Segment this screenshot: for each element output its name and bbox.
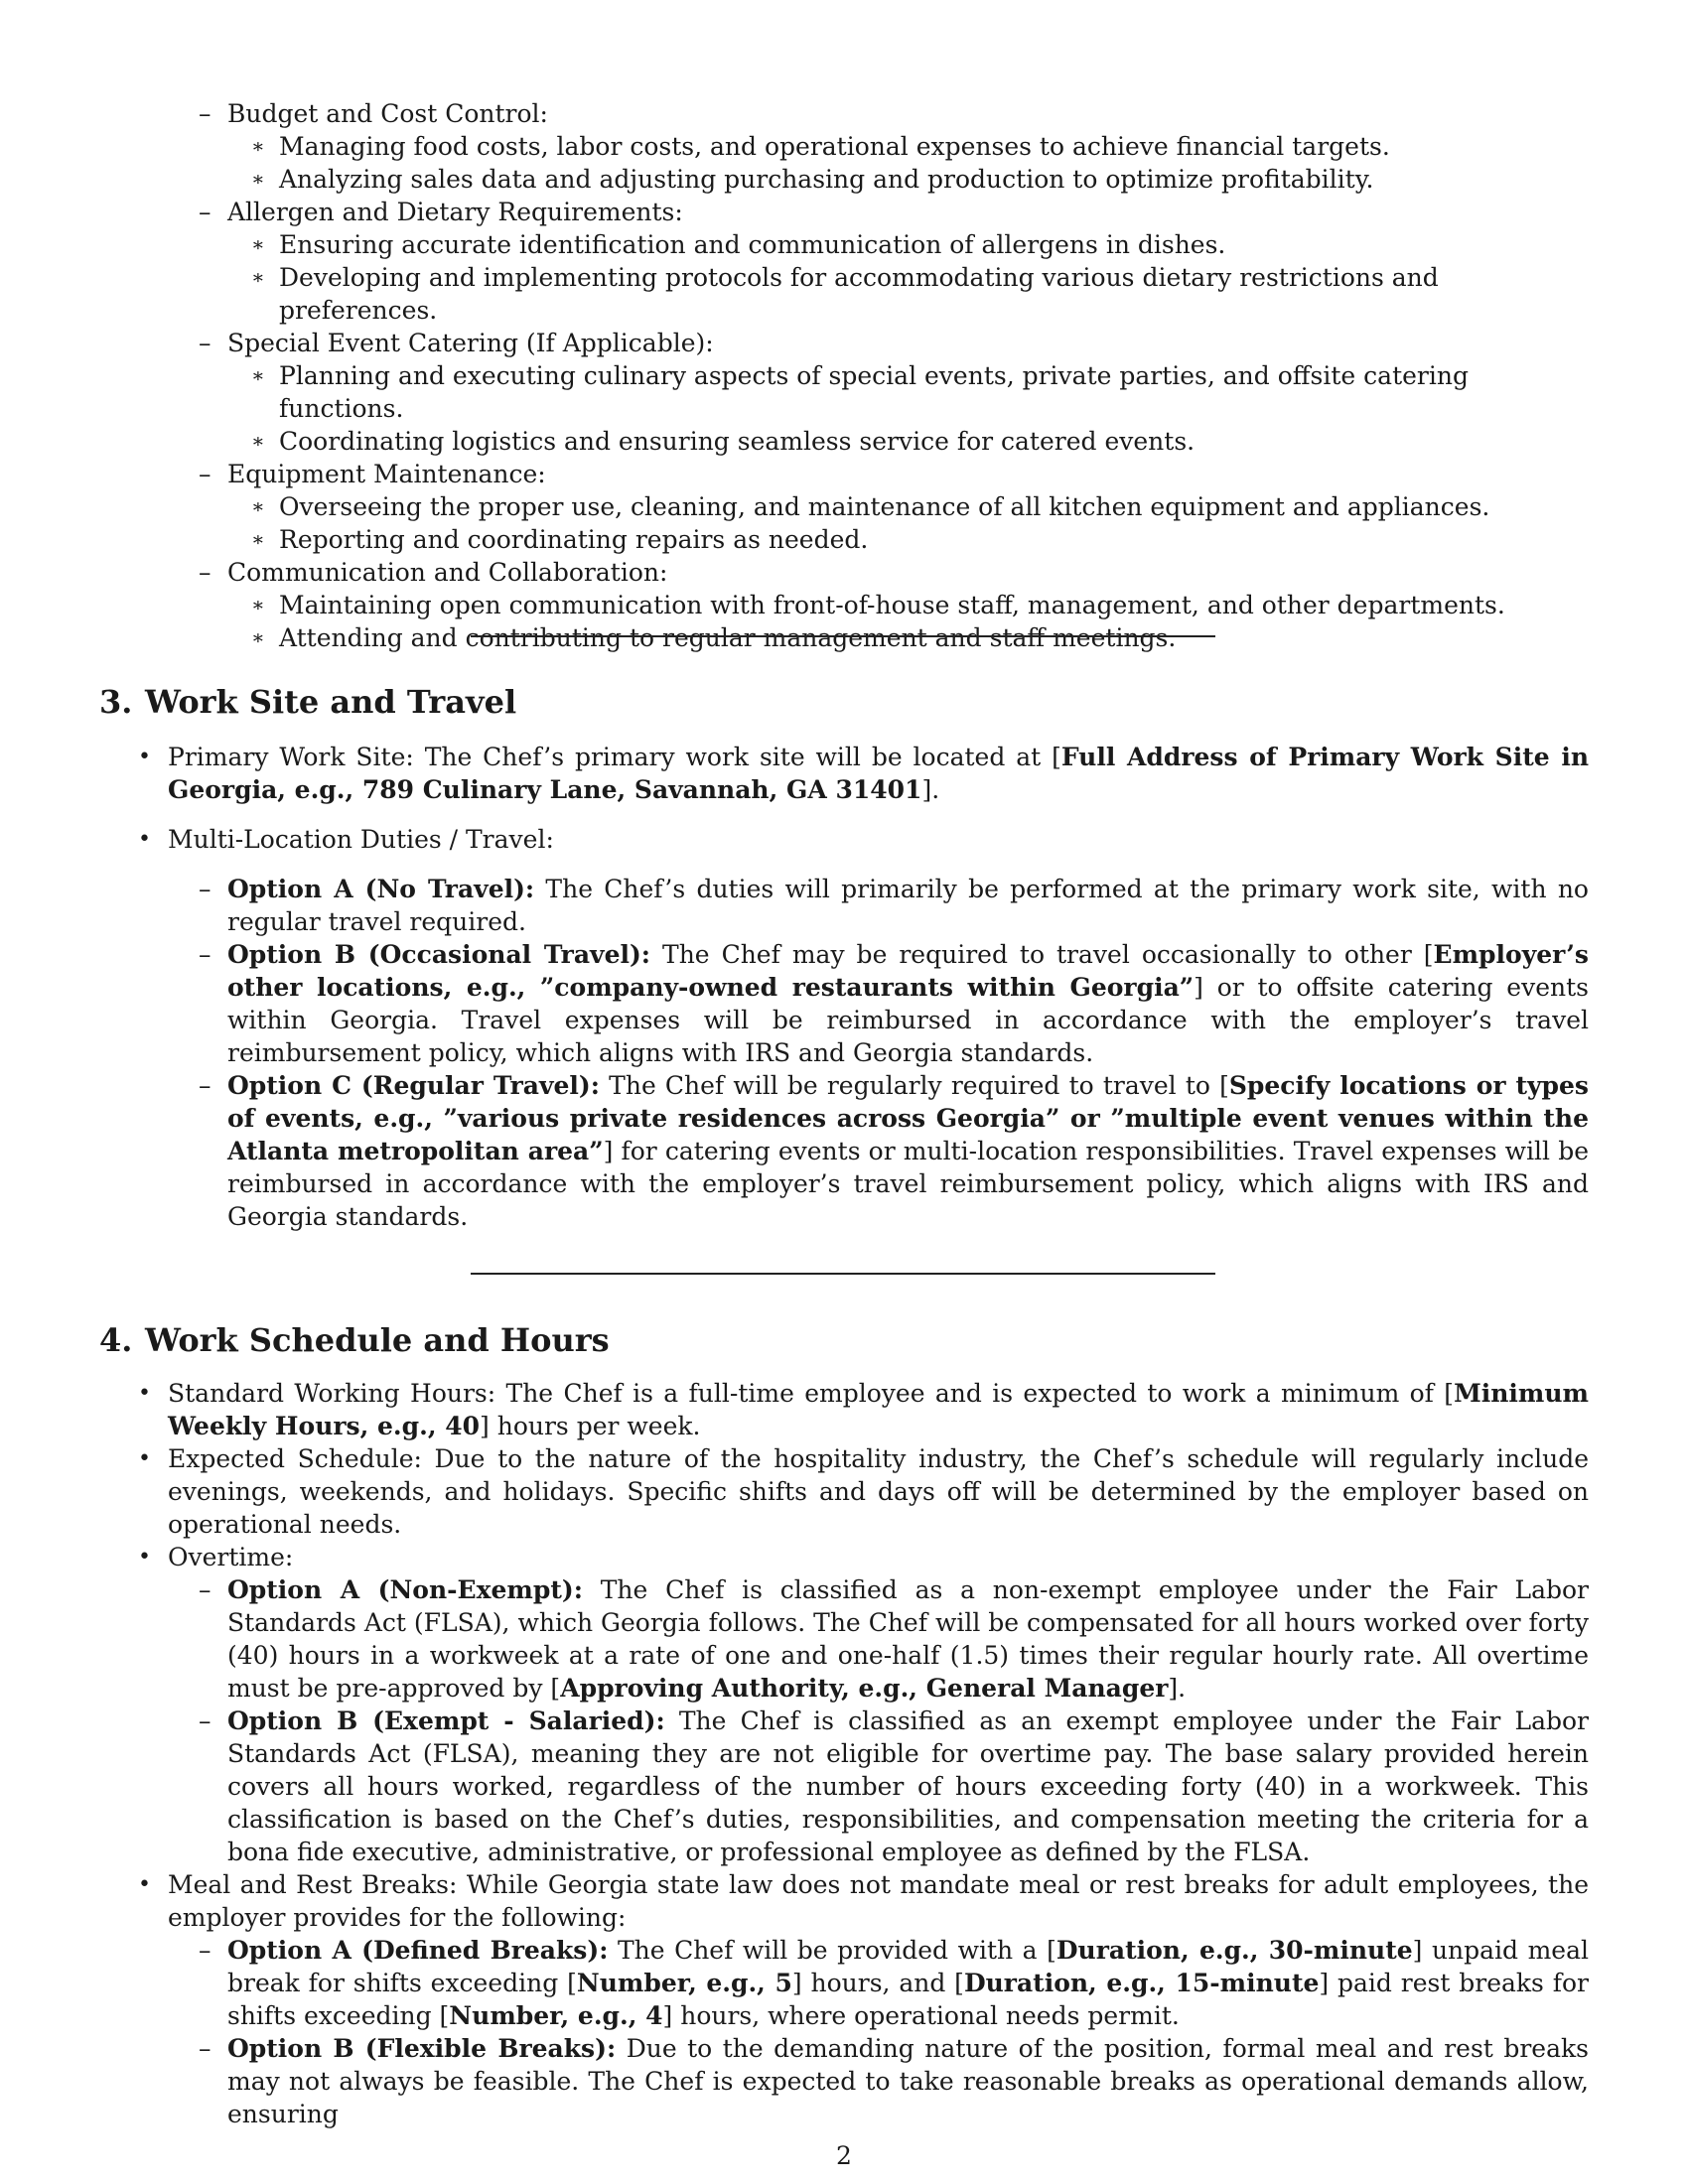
- standard-hours: • Standard Working Hours: The Chef is a full-time employee and is expected to work a minimum of [Minimum Weekly Hours, e.g., 40] hours per week.: [138, 1379, 1589, 1440]
- breaks-option-a: – Option A (Defined Breaks): The Chef will be provided with a [Duration, e.g., 30-minute] unpaid meal break for shifts exceeding [Number, e.g., 5] hours, and [Duration, e.g., 15-minute] paid rest breaks for shifts exceeding [Number, e.g., 4] hours, where operational needs permit.: [199, 1936, 1589, 2030]
- list-subitem: ∗ Analyzing sales data and adjusting purchasing and production to optimize profitability.: [251, 165, 1374, 194]
- overtime-option-a: – Option A (Non-Exempt): The Chef is classified as a non-exempt employee under the Fair Labor Standards Act (FLSA), which Georgia follows. The Chef will be compensated for all hours worked over forty (40) hours in a workweek at a rate of one and one-half (1.5) times their regular hourly rate. All overtime must be pre-approved by [Approving Authority, e.g., General Manager].: [199, 1575, 1589, 1703]
- breaks-option-b: – Option B (Flexible Breaks): Due to the demanding nature of the position, formal meal and rest breaks may not always be feasible. The Chef is expected to take reasonable breaks as operational demands allow, ensuring: [199, 2034, 1589, 2128]
- overtime-option-b: – Option B (Exempt - Salaried): The Chef is classified as an exempt employee under the Fair Labor Standards Act (FLSA), meaning they are not eligible for overtime pay. The base salary provided herein covers all hours worked, regardless of the number of hours exceeding forty (40) in a workweek. This classification is based on the Chef’s duties, responsibilities, and compensation meeting the criteria for a bona fide executive, administrative, or professional employee as defined by the FLSA.: [199, 1706, 1590, 1866]
- overtime-label: • Overtime:: [138, 1543, 294, 1571]
- list-item: – Allergen and Dietary Requirements:: [199, 198, 683, 226]
- expected-schedule: • Expected Schedule: Due to the nature of the hospitality industry, the Chef’s schedule will regularly include evenings, weekends, and holidays. Specific shifts and days off will be determined by the employer based on operational needs.: [138, 1444, 1589, 1539]
- section-title-text: Work Site and Travel: [145, 683, 517, 721]
- list-subitem: ∗ Reporting and coordinating repairs as needed.: [251, 525, 869, 554]
- meal-rest-breaks: • Meal and Rest Breaks: While Georgia state law does not mandate meal or rest breaks for adult employees, the employer provides for the following:: [138, 1870, 1589, 1932]
- travel-label: • Multi-Location Duties / Travel:: [138, 825, 554, 854]
- travel-section: [0, 823, 1688, 856]
- list-subitem: ∗ Coordinating logistics and ensuring seamless service for catered events.: [251, 427, 1196, 456]
- section-3-title: [99, 682, 516, 722]
- section-divider: [471, 1273, 1215, 1275]
- list-subitem: ∗ Managing food costs, labor costs, and operational expenses to achieve financial targets.: [251, 132, 1390, 161]
- list-item: – Equipment Maintenance:: [199, 460, 546, 488]
- list-item: – Special Event Catering (If Applicable):: [199, 329, 714, 357]
- section-3-body: [0, 741, 1688, 806]
- travel-option-a: – Option A (No Travel): The Chef’s duties will primarily be performed at the primary work site, with no regular travel required.: [199, 875, 1589, 936]
- list-subitem: ∗ Maintaining open communication with front-of-house staff, management, and other departments.: [251, 591, 1505, 619]
- section-number: 3.: [99, 683, 133, 721]
- page-number: 2: [836, 2141, 852, 2170]
- list-item: – Communication and Collaboration:: [199, 558, 668, 587]
- travel-option-c: – Option C (Regular Travel): The Chef will be regularly required to travel to [Specify locations or types of events, e.g., ”various private residences across Georgia” or ”multiple event venues within the Atlanta metropolitan area”] for catering events or multi-location responsibilities. Travel expenses will be reimbursed in accordance with the employer’s travel reimbursement policy, which aligns with IRS and Georgia standards.: [199, 1071, 1590, 1231]
- responsibilities-list: [0, 97, 1688, 654]
- section-number: 4.: [99, 1321, 133, 1359]
- section-divider: [471, 635, 1215, 637]
- list-subitem: ∗ Planning and executing culinary aspects of special events, private parties, and offsite catering functions.: [251, 361, 1469, 423]
- travel-options: [0, 873, 1688, 1233]
- list-subitem: ∗ Developing and implementing protocols for accommodating various dietary restrictions and preferences.: [251, 263, 1439, 325]
- primary-work-site: • Primary Work Site: The Chef’s primary work site will be located at [Full Address of Primary Work Site in Georgia, e.g., 789 Culinary Lane, Savannah, GA 31401].: [138, 743, 1589, 804]
- list-subitem: ∗ Attending and contributing to regular management and staff meetings.: [251, 623, 1177, 652]
- section-4-body: [0, 1377, 1688, 2130]
- list-subitem: ∗ Overseeing the proper use, cleaning, and maintenance of all kitchen equipment and appliances.: [251, 492, 1490, 521]
- travel-option-b: – Option B (Occasional Travel): The Chef may be required to travel occasionally to other [Employer’s other locations, e.g., ”company-owned restaurants within Georgia”] or to offsite catering events within Georgia. Travel expenses will be reimbursed in accordance with the employer’s travel reimbursement policy, which aligns with IRS and Georgia standards.: [199, 940, 1589, 1067]
- section-4-title: [99, 1320, 610, 1360]
- list-item: – Budget and Cost Control:: [199, 99, 548, 128]
- section-title-text: Work Schedule and Hours: [145, 1321, 610, 1359]
- list-subitem: ∗ Ensuring accurate identification and communication of allergens in dishes.: [251, 230, 1226, 259]
